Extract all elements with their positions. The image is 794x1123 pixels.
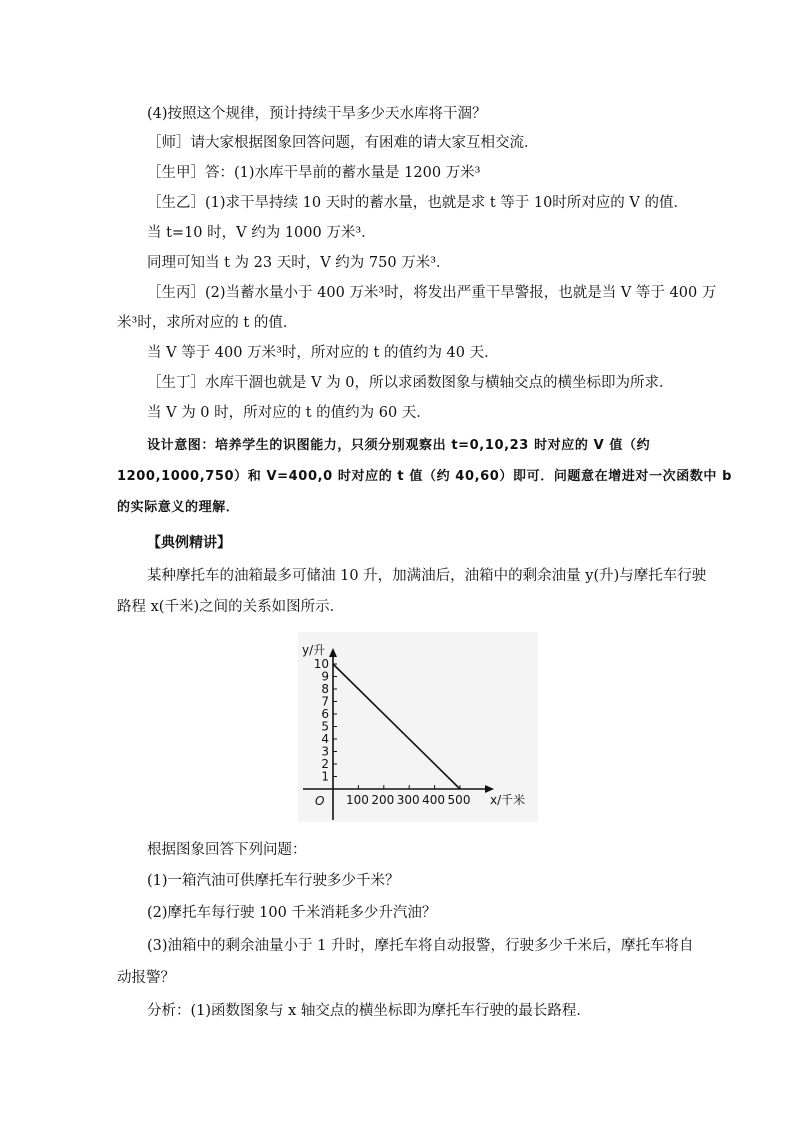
x-axis-arrow: [485, 785, 494, 793]
student-d-line: ［生丁］水库干涸也就是 V 为 0，所以求函数图象与横轴交点的横坐标即为所求．: [147, 375, 674, 391]
student-b-line: ［生乙］(1)求干旱持续 10 天时的蓄水量，也就是求 t 等于 10时所对应的 V 的值．: [147, 195, 689, 211]
section-header: 【典例精讲】: [147, 535, 231, 551]
example-line-1: 某种摩托车的油箱最多可储油 10 升，加满油后，油箱中的剩余油量 y(升)与摩托车行驶: [147, 568, 707, 584]
y-axis-arrow: [329, 648, 337, 657]
answer-line-2: 同理可知当 t 为 23 天时，V 约为 750 万米³．: [147, 255, 451, 271]
design-intent-line-2: 1200,1000,750）和 V=400,0 时对应的 t 值（约 40,60）即可．问题意在增进对一次函数中 b: [117, 469, 733, 484]
y-tick-label: 2: [321, 757, 329, 771]
x-axis-label: x/千米: [490, 793, 526, 807]
question-2: (2)摩托车每行驶 100 千米消耗多少升汽油？: [147, 905, 437, 921]
student-c-line-cont: 米³时，求所对应的 t 的值．: [117, 315, 298, 331]
example-line-2: 路程 x(千米)之间的关系如图所示．: [117, 599, 345, 615]
y-tick-label: 6: [321, 707, 329, 721]
x-tick-label: 200: [371, 793, 395, 807]
student-c-line: ［生丙］(2)当蓄水量小于 400 万米³时，将发出严重干旱警报，也就是当 V 等于 400 万: [147, 285, 717, 301]
y-tick-label: 5: [321, 719, 329, 734]
x-tick-label: 300: [396, 793, 420, 807]
teacher-line: ［师］请大家根据图象回答问题，有困难的请大家互相交流．: [147, 135, 539, 151]
analysis-line: 分析：(1)函数图象与 x 轴交点的横坐标即为摩托车行驶的最长路程．: [147, 1003, 591, 1019]
y-tick-label: 9: [321, 669, 329, 684]
answer-line-3: 当 V 等于 400 万米³时，所对应的 t 的值约为 40 天．: [147, 345, 499, 361]
x-tick-label: 400: [422, 793, 446, 807]
question-4: (4)按照这个规律，预计持续干旱多少天水库将干涸？: [147, 106, 487, 122]
fuel-line-series: [333, 664, 460, 789]
design-intent-line-1: 设计意图：培养学生的识图能力，只须分别观察出 t=0,10,23 时对应的 V 值（约: [147, 438, 651, 453]
design-intent-line-3: 的实际意义的理解．: [117, 500, 240, 515]
y-tick-label: 1: [321, 769, 329, 784]
y-tick-label: 10: [313, 657, 329, 671]
x-tick-label: 500: [447, 793, 471, 807]
student-a-line: ［生甲］答：(1)水库干旱前的蓄水量是 1200 万米³: [147, 165, 481, 181]
questions-intro: 根据图象回答下列问题：: [147, 842, 307, 858]
y-axis-label: y/升: [302, 643, 326, 657]
question-3-cont: 动报警？: [117, 970, 175, 986]
question-1: (1)一箱汽油可供摩托车行驶多少千米？: [147, 873, 400, 889]
x-tick-label: 100: [345, 793, 369, 807]
answer-line-4: 当 V 为 0 时，所对应的 t 的值约为 60 天．: [147, 405, 431, 421]
y-tick-label: 7: [321, 694, 329, 709]
origin-label: O: [315, 794, 325, 808]
answer-line-1: 当 t=10 时，V 约为 1000 万米³．: [147, 225, 376, 241]
y-tick-label: 4: [321, 732, 329, 746]
y-tick-label: 8: [321, 682, 329, 696]
fuel-chart-svg: [298, 632, 538, 822]
fuel-chart: [298, 632, 538, 822]
question-3: (3)油箱中的剩余油量小于 1 升时，摩托车将自动报警，行驶多少千米后，摩托车将自: [147, 938, 694, 954]
y-tick-label: 3: [321, 744, 329, 759]
